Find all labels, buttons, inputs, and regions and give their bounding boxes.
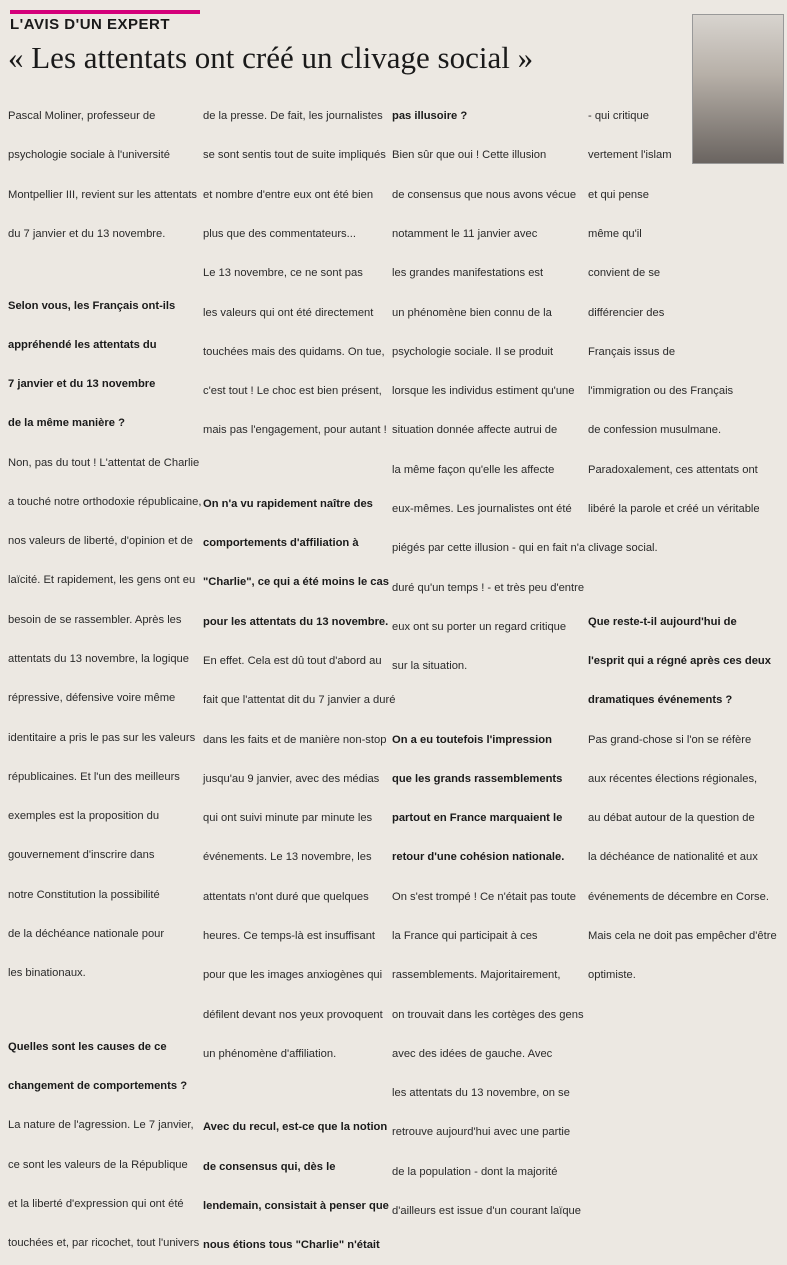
question-line: Quelles sont les causes de ce	[8, 1040, 167, 1053]
question-line: "Charlie", ce qui a été moins le cas	[203, 576, 389, 589]
answer-line: l'immigration ou des Français	[588, 385, 734, 398]
answer-line: de consensus que nous avons vécue	[392, 188, 577, 201]
question-line: partout en France marquaient le	[392, 812, 563, 825]
intro-line: Montpellier III, revient sur les attentats	[8, 188, 198, 201]
answer-line: eux ont su porter un regard critique	[392, 620, 567, 633]
answer-line: plus que des commentateurs...	[203, 228, 356, 241]
answer-line: attentats du 13 novembre, la logique	[8, 653, 189, 666]
answer-line: duré qu'un temps ! - et très peu d'entre	[392, 581, 585, 594]
question-line: pour les attentats du 13 novembre.	[203, 615, 389, 628]
question-line: de consensus qui, dès le	[203, 1160, 336, 1173]
answer-line: sur la situation.	[392, 660, 468, 673]
answer-line: la même façon qu'elle les affecte	[392, 463, 555, 476]
answer-line: touchées mais des quidams. On tue,	[203, 345, 385, 358]
answer-line: Pas grand-chose si l'on se réfère	[588, 733, 752, 746]
answer-line: vertement l'islam	[588, 149, 672, 162]
answer-line: Français issus de	[588, 345, 676, 358]
answer-line: convient de se	[588, 267, 661, 280]
answer-line: de la presse. De fait, les journalistes	[203, 110, 383, 123]
answer-line: Mais cela ne doit pas empêcher d'être	[588, 930, 777, 942]
answer-line: a touché notre orthodoxie républicaine,	[8, 495, 202, 508]
answer-line: les valeurs qui ont été directement	[203, 306, 374, 319]
question-line: pas illusoire ?	[392, 110, 468, 123]
question-line: que les grands rassemblements	[392, 772, 563, 785]
answer-line: eux-mêmes. Les journalistes ont été	[392, 503, 572, 515]
answer-line: On s'est trompé ! Ce n'était pas toute	[392, 890, 576, 903]
answer-line: pour que les images anxiogènes qui	[203, 969, 383, 982]
question-line: changement de comportements ?	[8, 1080, 188, 1093]
question-line: l'esprit qui a régné après ces deux	[588, 655, 771, 668]
answer-line: la France qui participait à ces	[392, 930, 538, 942]
question-line: Selon vous, les Français ont-ils	[8, 299, 176, 312]
answer-line: même qu'il	[588, 228, 642, 241]
answer-line: Paradoxalement, ces attentats ont	[588, 463, 758, 476]
answer-line: laïcité. Et rapidement, les gens ont eu	[8, 574, 196, 587]
answer-line: et nombre d'entre eux ont été bien	[203, 188, 374, 201]
answer-line: notre Constitution la possibilité	[8, 888, 160, 901]
answer-line: Non, pas du tout ! L'attentat de Charlie	[8, 456, 200, 469]
answer-line: Bien sûr que oui ! Cette illusion	[392, 149, 547, 162]
headline: « Les attentats ont créé un clivage social »	[8, 40, 534, 75]
question-line: retour d'une cohésion nationale.	[392, 851, 565, 864]
answer-line: qui ont suivi minute par minute les	[203, 812, 373, 825]
answer-line: événements. Le 13 novembre, les	[203, 851, 372, 864]
answer-line: et qui pense	[588, 188, 649, 201]
answer-line: les attentats du 13 novembre, on se	[392, 1087, 570, 1100]
answer-line: rassemblements. Majoritairement,	[392, 969, 561, 982]
answer-line: de la population - dont la majorité	[392, 1165, 558, 1178]
answer-line: lorsque les individus estiment qu'une	[392, 385, 575, 398]
answer-line: exemples est la proposition du	[8, 810, 160, 823]
answer-line: au débat autour de la question de	[588, 812, 755, 825]
intro-line: du 7 janvier et du 13 novembre.	[8, 228, 166, 241]
column-1	[8, 84, 201, 1263]
answer-line: fait que l'attentat dit du 7 janvier a duré	[203, 694, 396, 707]
answer-line: la déchéance de nationalité et aux	[588, 851, 758, 864]
answer-line: d'ailleurs est issue d'un courant laïque	[392, 1204, 581, 1217]
answer-line: piégés par cette illusion - qui en fait n'a	[392, 542, 586, 555]
answer-line: répressive, défensive voire même	[8, 692, 176, 705]
question-line: Avec du recul, est-ce que la notion	[203, 1121, 388, 1134]
answer-line: En effet. Cela est dû tout d'abord au	[203, 655, 382, 668]
answer-line: identitaire a pris le pas sur les valeurs	[8, 731, 196, 744]
question-line: On n'a vu rapidement naître des	[203, 497, 373, 510]
answer-line: clivage social.	[588, 542, 658, 555]
answer-line: c'est tout ! Le choc est bien présent,	[203, 385, 382, 398]
answer-line: défilent devant nos yeux provoquent	[203, 1008, 383, 1021]
question-line: dramatiques événements ?	[588, 694, 733, 707]
question-line: appréhendé les attentats du	[8, 338, 157, 351]
question-line: Que reste-t-il aujourd'hui de	[588, 615, 737, 628]
answer-line: - qui critique	[588, 110, 649, 123]
answer-line: ce sont les valeurs de la République	[8, 1158, 188, 1171]
answer-line: de confession musulmane.	[588, 424, 722, 437]
answer-line: touchées et, par ricochet, tout l'univers	[8, 1237, 200, 1250]
answer-line: La nature de l'agression. Le 7 janvier,	[8, 1119, 194, 1132]
answer-line: Le 13 novembre, ce ne sont pas	[203, 267, 363, 280]
answer-line: différencier des	[588, 306, 665, 319]
column-2	[203, 84, 395, 1265]
answer-line: gouvernement d'inscrire dans	[8, 849, 155, 862]
answer-line: optimiste.	[588, 969, 636, 982]
column-3	[392, 84, 585, 1231]
answer-line: jusqu'au 9 janvier, avec des médias	[203, 772, 380, 785]
answer-line: républicaines. Et l'un des meilleurs	[8, 770, 180, 783]
question-line: comportements d'affiliation à	[203, 537, 359, 550]
intro-line: psychologie sociale à l'université	[8, 149, 170, 162]
answer-line: notamment le 11 janvier avec	[392, 228, 538, 241]
answer-line: on trouvait dans les cortèges des gens	[392, 1008, 584, 1021]
question-line: lendemain, consistait à penser que	[203, 1199, 389, 1212]
question-line: 7 janvier et du 13 novembre	[8, 378, 156, 391]
answer-line: avec des idées de gauche. Avec	[392, 1047, 553, 1060]
answer-line: heures. Ce temps-là est insuffisant	[203, 930, 376, 942]
answer-line: et la liberté d'expression qui ont été	[8, 1197, 184, 1210]
section-kicker: L'AVIS D'UN EXPERT	[10, 16, 171, 33]
kicker-accent-bar	[10, 10, 200, 14]
intro-line: Pascal Moliner, professeur de	[8, 110, 156, 123]
answer-line: se sont sentis tout de suite impliqués	[203, 149, 386, 162]
answer-line: les grandes manifestations est	[392, 267, 544, 280]
answer-line: un phénomène bien connu de la	[392, 306, 552, 319]
answer-line: un phénomène d'affiliation.	[203, 1047, 337, 1060]
answer-line: mais pas l'engagement, pour autant !	[203, 424, 387, 437]
question-line: On a eu toutefois l'impression	[392, 733, 552, 746]
answer-line: libéré la parole et créé un véritable	[588, 503, 760, 515]
answer-line: besoin de se rassembler. Après les	[8, 613, 182, 626]
answer-line: dans les faits et de manière non-stop	[203, 733, 387, 746]
answer-line: situation donnée affecte autrui de	[392, 424, 558, 437]
answer-line: nos valeurs de liberté, d'opinion et de	[8, 535, 193, 548]
answer-line: événements de décembre en Corse.	[588, 890, 769, 903]
answer-line: retrouve aujourd'hui avec une partie	[392, 1126, 571, 1139]
question-line: nous étions tous "Charlie" n'était	[203, 1239, 380, 1252]
answer-line: de la déchéance nationale pour	[8, 928, 165, 940]
answer-line: psychologie sociale. Il se produit	[392, 345, 554, 358]
column-4	[588, 84, 777, 995]
answer-line: attentats n'ont duré que quelques	[203, 890, 369, 903]
question-line: de la même manière ?	[8, 417, 125, 430]
answer-line: aux récentes élections régionales,	[588, 772, 758, 785]
answer-line: les binationaux.	[8, 967, 86, 980]
